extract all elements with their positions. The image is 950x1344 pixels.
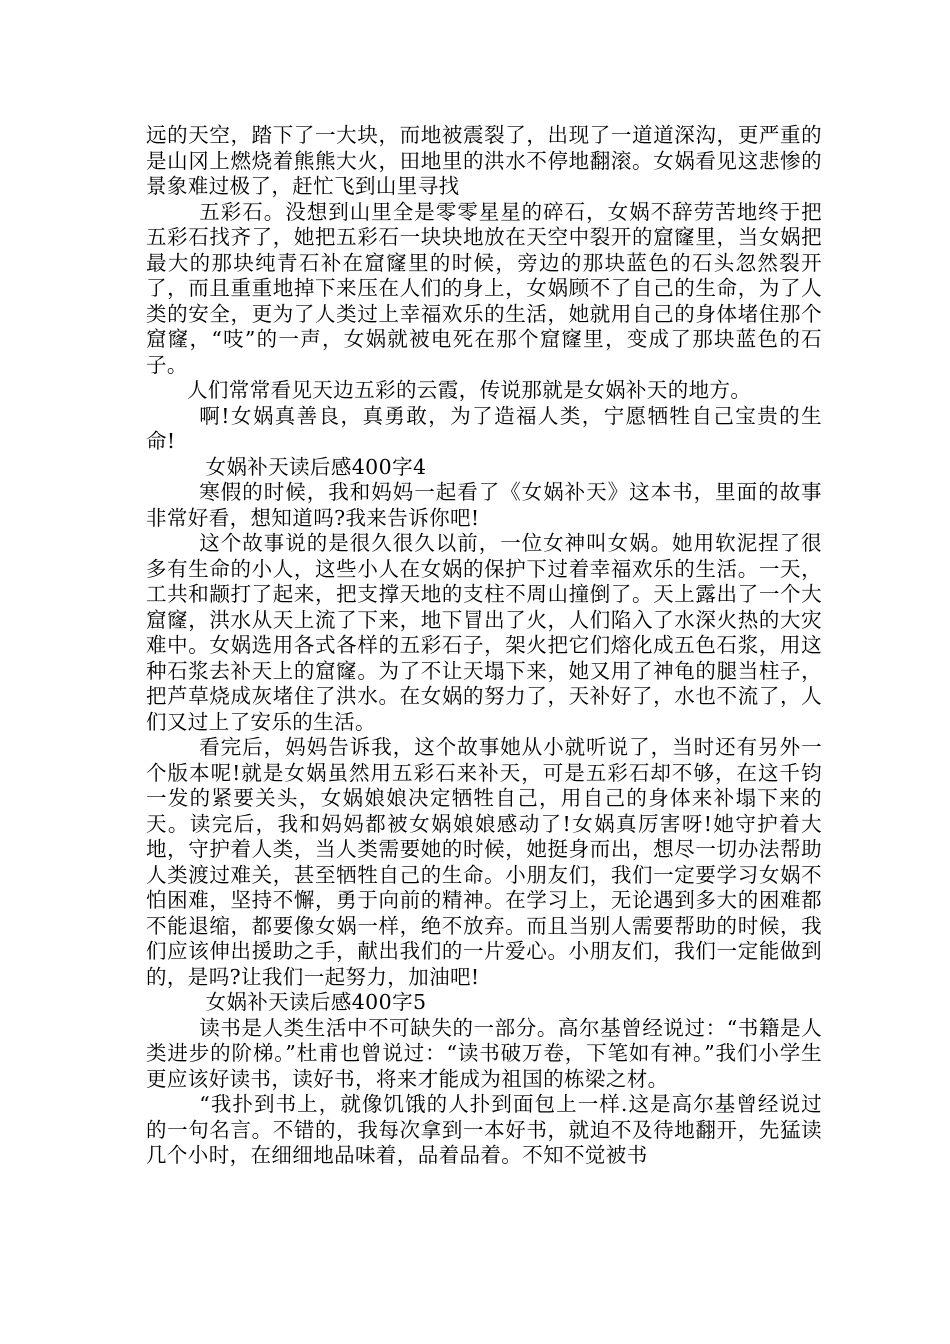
paragraph: 五彩石。没想到山里全是零零星星的碎石，女娲不辞劳苦地终于把五彩石找齐了，她把五彩石一块块地放在天空中裂开的窟窿里，当女娲把最大的那块纯青石补在窟窿里的时候，旁边的那块蓝色的石头忽然裂开了，而且重重地掉下来压在人们的身上，女娲顾不了自己的生命，为了人类的安全，更为了人类过上幸福欢乐的生活，她就用自己的身体堵住那个窟窿，“吱”的一声，女娲就被电死在那个窟窿里，变成了那块蓝色的石子。	[146, 199, 822, 377]
paragraph: 啊!女娲真善良，真勇敢，为了造福人类，宁愿牺牲自己宝贵的生命!	[146, 403, 822, 453]
paragraph: 读书是人类生活中不可缺失的一部分。高尔基曾经说过：“书籍是人类进步的阶梯。”杜甫也曾说过：“读书破万卷，下笔如有神。”我们小学生更应该好读书，读好书，将来才能成为祖国的栋梁之材。	[146, 1015, 822, 1091]
paragraph: 这个故事说的是很久很久以前，一位女神叫女娲。她用软泥捏了很多有生命的小人，这些小人在女娲的保护下过着幸福欢乐的生活。一天，工共和颛打了起来，把支撑天地的支柱不周山撞倒了。天上露出了一个大窟窿，洪水从天上流了下来，地下冒出了火，人们陷入了水深火热的大灾难中。女娲选用各式各样的五彩石子，架火把它们熔化成五色石浆，用这种石浆去补天上的窟窿。为了不让天塌下来，她又用了神龟的腿当柱子，把芦草烧成灰堵住了洪水。在女娲的努力了，天补好了，水也不流了，人们又过上了安乐的生活。	[146, 531, 822, 734]
document-body	[146, 123, 822, 1169]
paragraph: 看完后，妈妈告诉我，这个故事她从小就听说了，当时还有另外一个版本呢!就是女娲虽然用五彩石来补天，可是五彩石却不够，在这千钧一发的紧要关头，女娲娘娘决定牺牲自己，用自己的身体来补塌下来的天。读完后，我和妈妈都被女娲娘娘感动了!女娲真厉害呀!她守护着大地，守护着人类，当人类需要她的时候，她挺身而出，想尽一切办法帮助人类渡过难关，甚至牺牲自己的生命。小朋友们，我们一定要学习女娲不怕困难，坚持不懈，勇于向前的精神。在学习上，无论遇到多大的困难都不能退缩，都要像女娲一样，绝不放弃。而且当别人需要帮助的时候，我们应该伸出援助之手，献出我们的一片爱心。小朋友们，我们一定能做到的，是吗?让我们一起努力，加油吧!	[146, 735, 822, 989]
paragraph: 远的天空，踏下了一大块，而地被震裂了，出现了一道道深沟，更严重的是山冈上燃烧着熊熊大火，田地里的洪水不停地翻滚。女娲看见这悲惨的景象难过极了，赶忙飞到山里寻找	[146, 123, 822, 198]
paragraph: “我扑到书上，就像饥饿的人扑到面包上一样.这是高尔基曾经说过的一句名言。不错的，我每次拿到一本好书，就迫不及待地翻开，先猛读几个小时，在细细地品味着，品着品着。不知不觉被书	[146, 1092, 822, 1167]
section-heading: 女娲补天读后感400字4	[205, 454, 427, 479]
paragraph: 寒假的时候，我和妈妈一起看了《女娲补天》这本书，里面的故事非常好看，想知道吗?我来告诉你吧!	[146, 480, 822, 530]
section-heading: 女娲补天读后感400字5	[205, 990, 427, 1014]
paragraph: 人们常常看见天边五彩的云霞，传说那就是女娲补天的地方。	[187, 378, 752, 402]
